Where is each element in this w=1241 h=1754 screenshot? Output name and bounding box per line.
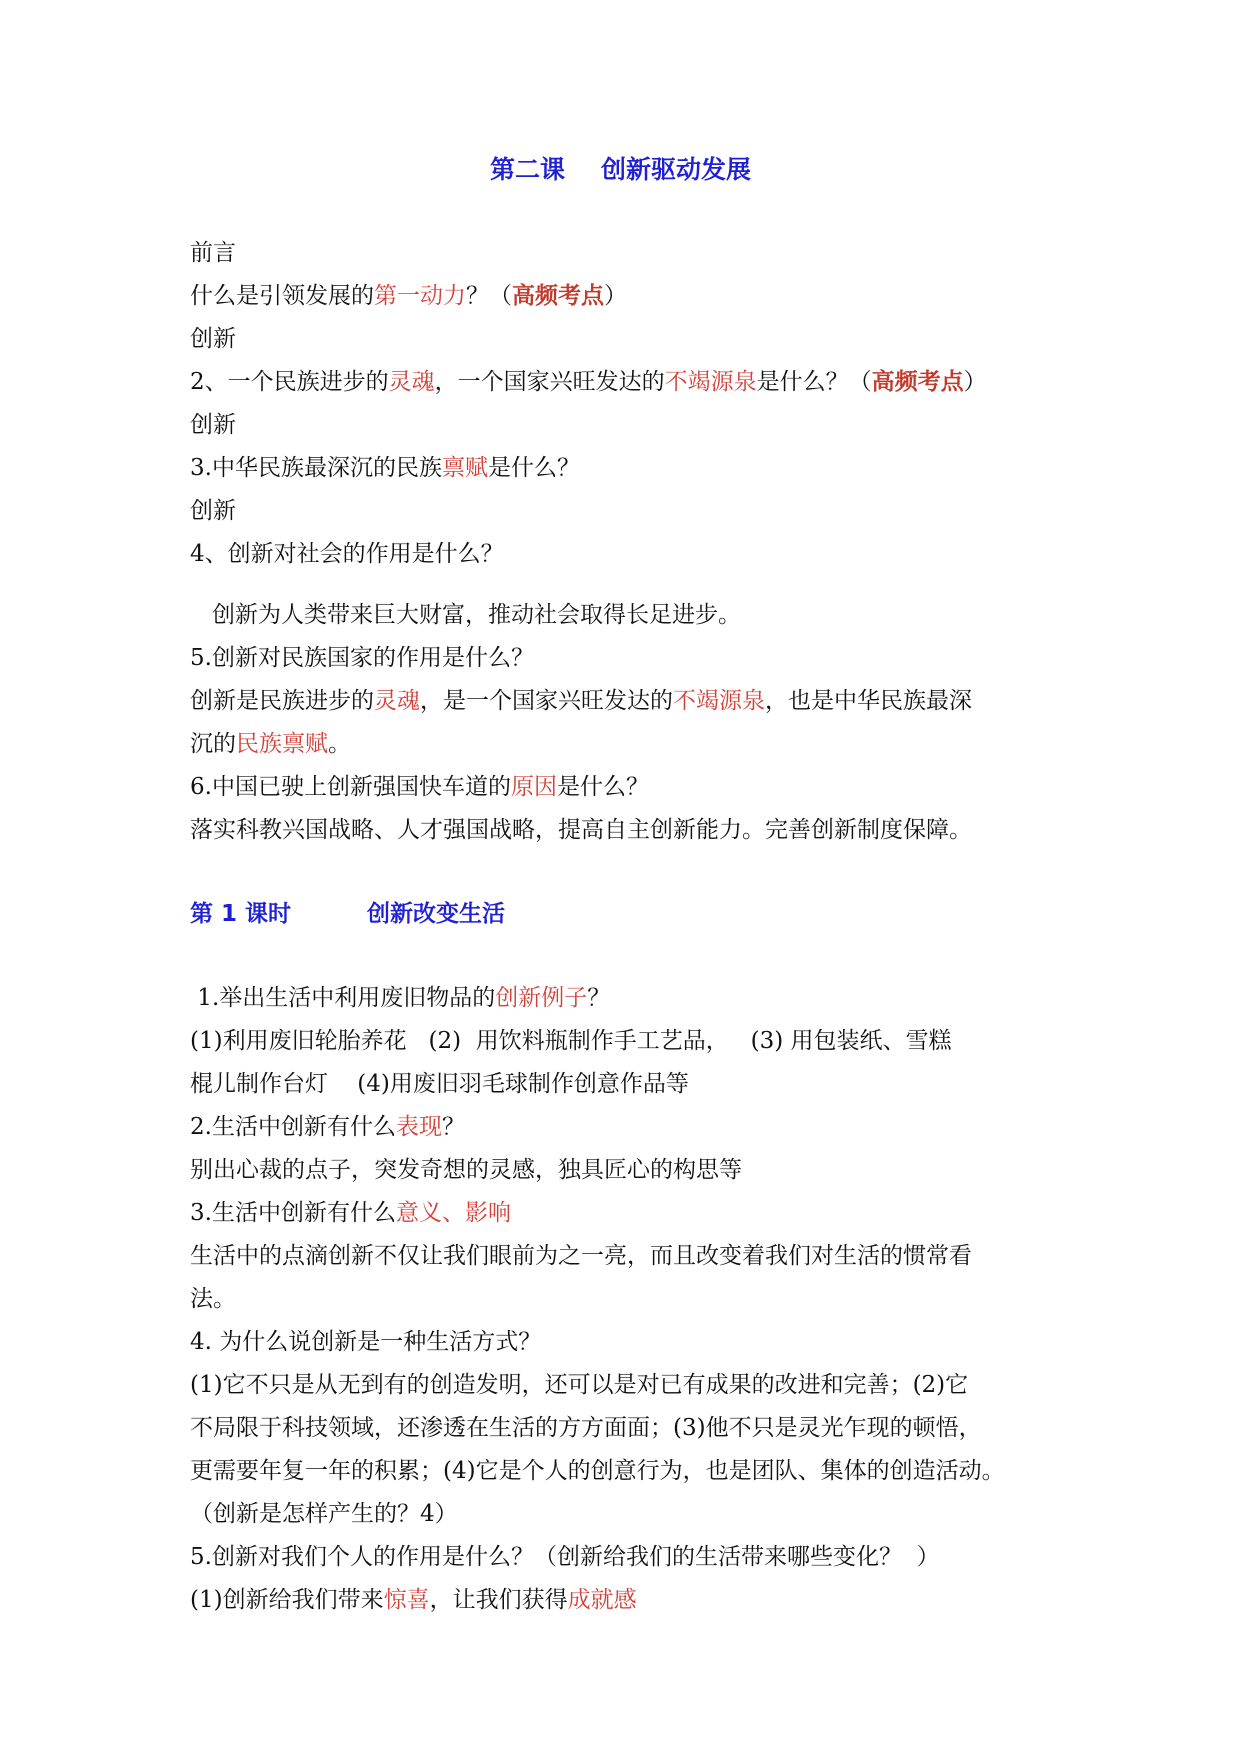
preface-answer-5-line-2: 沉的民族禀赋。 [190,731,351,757]
section-answer-4-line-3: 更需要年复一年的积累；(4)它是个人的创意行为，也是团队、集体的创造活动。 [190,1458,1005,1484]
document-body [190,232,1070,1622]
preface-question-5: 5.创新对民族国家的作用是什么？ [190,645,534,671]
section-heading [190,893,1070,936]
preface-answer-6: 落实科教兴国战略、人才强国战略，提高自主创新能力。完善创新制度保障。 [190,817,972,843]
section-answer-4-line-4: （创新是怎样产生的？4） [190,1501,458,1527]
preface-question-1: 什么是引领发展的第一动力？（高频考点） [190,283,627,309]
section-question-1: 1.举出生活中利用废旧物品的创新例子？ [190,985,611,1011]
lesson-number: 第二课 [489,155,565,184]
lesson-title: 创新驱动发展 [601,155,752,184]
highlight: 成就感 [567,1587,637,1613]
highlight: 第一动力 [374,283,466,309]
highlight: 不竭源泉 [673,688,765,714]
preface-question-2: 2、一个民族进步的灵魂，一个国家兴旺发达的不竭源泉是什么？（高频考点） [190,369,987,395]
highlight: 民族禀赋 [236,731,328,757]
preface-question-4: 4、创新对社会的作用是什么？ [190,541,504,567]
section-answer-4-line-2: 不局限于科技领域，还渗透在生活的方方面面；(3)他不只是灵光乍现的顿悟， [190,1415,982,1441]
highlight: 意义、影响 [395,1200,511,1226]
preface-question-3: 3.中华民族最深沉的民族禀赋是什么？ [190,455,580,481]
key-point-tag: 高频考点 [512,283,604,309]
highlight: 灵魂 [388,369,435,395]
section-answer-1-line-2: 棍儿制作台灯 (4)用废旧羽毛球制作创意作品等 [190,1071,689,1097]
page-title [0,150,1241,186]
section-label: 第 1 课时 [190,901,292,927]
preface-answer-1: 创新 [190,326,236,352]
preface-heading: 前言 [190,240,236,266]
preface-question-6: 6.中国已驶上创新强国快车道的原因是什么？ [190,774,649,800]
section-answer-3-line-2: 法。 [190,1286,236,1312]
highlight: 不竭源泉 [664,369,757,395]
highlight: 禀赋 [441,455,488,481]
section-question-3: 3.生活中创新有什么意义、影响 [190,1200,511,1226]
section-question-4: 4. 为什么说创新是一种生活方式？ [190,1329,542,1355]
section-title: 创新改变生活 [367,901,506,927]
highlight: 表现 [395,1114,442,1140]
section-answer-3-line-1: 生活中的点滴创新不仅让我们眼前为之一亮，而且改变着我们对生活的惯常看 [190,1243,972,1269]
section-question-2: 2.生活中创新有什么表现？ [190,1114,465,1140]
preface-answer-4: 创新为人类带来巨大财富，推动社会取得长足进步。 [212,602,741,628]
highlight: 原因 [510,774,557,800]
section-answer-4-line-1: (1)它不只是从无到有的创造发明，还可以是对已有成果的改进和完善；(2)它 [190,1372,969,1398]
highlight: 创新例子 [495,985,588,1011]
preface-answer-3: 创新 [190,498,236,524]
section-answer-1-line-1: (1)利用废旧轮胎养花 (2) 用饮料瓶制作手工艺品， (3) 用包装纸、雪糕 [190,1028,952,1054]
section-question-5: 5.创新对我们个人的作用是什么？（创新给我们的生活带来哪些变化？ ） [190,1544,940,1570]
preface-answer-5-line-1: 创新是民族进步的灵魂，是一个国家兴旺发达的不竭源泉，也是中华民族最深 [190,688,972,714]
section-answer-5: (1)创新给我们带来惊喜，让我们获得成就感 [190,1587,637,1613]
highlight: 惊喜 [383,1587,430,1613]
key-point-tag: 高频考点 [871,369,964,395]
section-answer-2: 别出心裁的点子，突发奇想的灵感，独具匠心的构思等 [190,1157,742,1183]
highlight: 灵魂 [374,688,420,714]
preface-answer-2: 创新 [190,412,236,438]
